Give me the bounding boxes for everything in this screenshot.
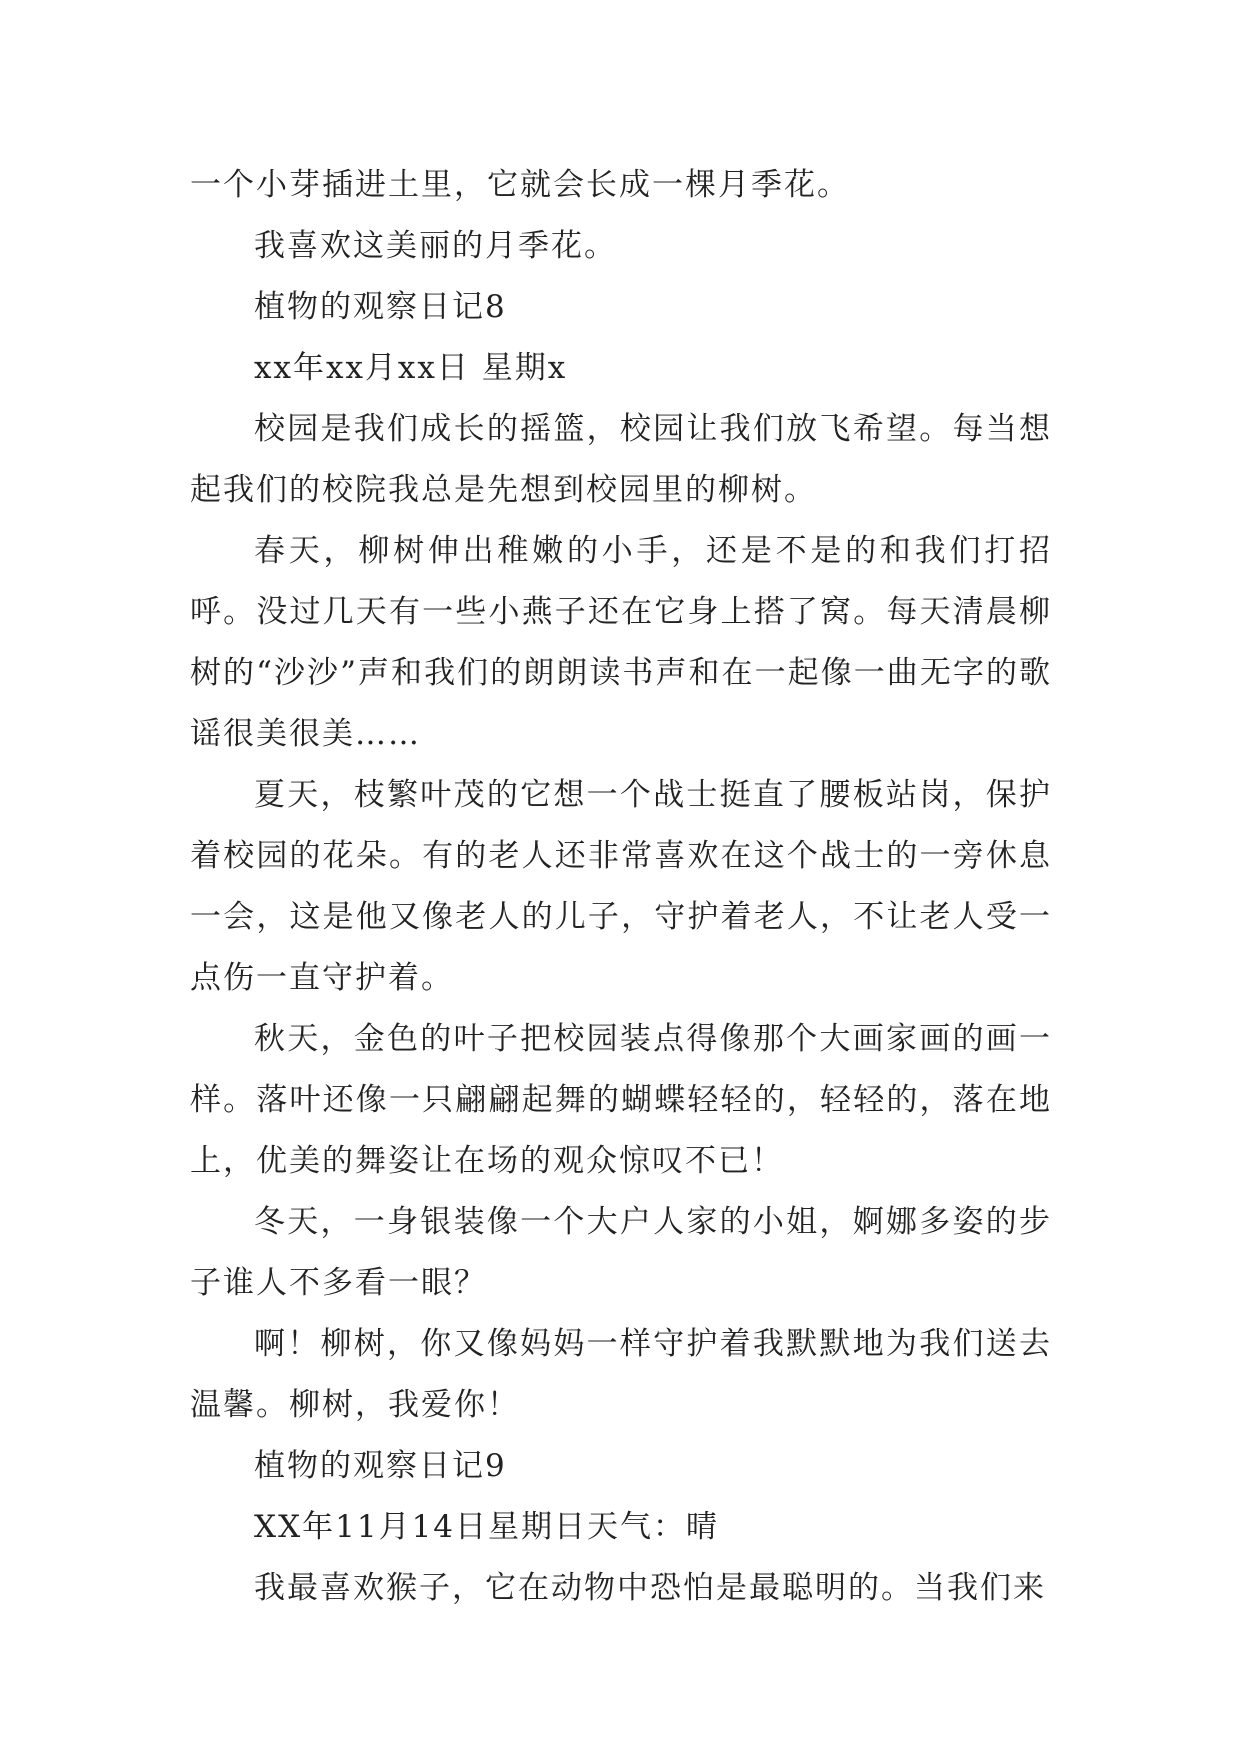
document-body <box>190 155 1052 1619</box>
paragraph-campus-intro: 校园是我们成长的摇篮，校园让我们放飞希望。每当想起我们的校院我总是先想到校园里的柳树。 <box>190 411 1052 508</box>
paragraph-summer: 夏天，枝繁叶茂的它想一个战士挺直了腰板站岗，保护着校园的花朵。有的老人还非常喜欢在这个战士的一旁休息一会，这是他又像老人的儿子，守护着老人，不让老人受一点伤一直守护着。 <box>190 777 1052 996</box>
paragraph-autumn: 秋天，金色的叶子把校园装点得像那个大画家画的画一样。落叶还像一只翩翩起舞的蝴蝶轻轻的，轻轻的，落在地上，优美的舞姿让在场的观众惊叹不已！ <box>190 1021 1052 1179</box>
paragraph-conclusion: 啊！柳树，你又像妈妈一样守护着我默默地为我们送去温馨。柳树，我爱你！ <box>190 1326 1052 1423</box>
paragraph-spring: 春天，柳树伸出稚嫩的小手，还是不是的和我们打招呼。没过几天有一些小燕子还在它身上搭了窝。每天清晨柳树的“沙沙”声和我们的朗朗读书声和在一起像一曲无字的歌谣很美很美…… <box>190 533 1052 752</box>
diary-date-9: XX年11月14日星期日天气：晴 <box>254 1509 720 1545</box>
diary-date-8: xx年xx月xx日 星期x <box>254 350 568 386</box>
paragraph-rose-love: 我喜欢这美丽的月季花。 <box>254 228 617 264</box>
diary-title-9: 植物的观察日记9 <box>254 1448 507 1484</box>
diary-title-8: 植物的观察日记8 <box>254 289 507 325</box>
paragraph-winter: 冬天，一身银装像一个大户人家的小姐，婀娜多姿的步子谁人不多看一眼？ <box>190 1204 1052 1301</box>
paragraph-monkey: 我最喜欢猴子，它在动物中恐怕是最聪明的。当我们来 <box>254 1570 1046 1606</box>
paragraph-continuation: 一个小芽插进土里，它就会长成一棵月季花。 <box>190 167 850 203</box>
